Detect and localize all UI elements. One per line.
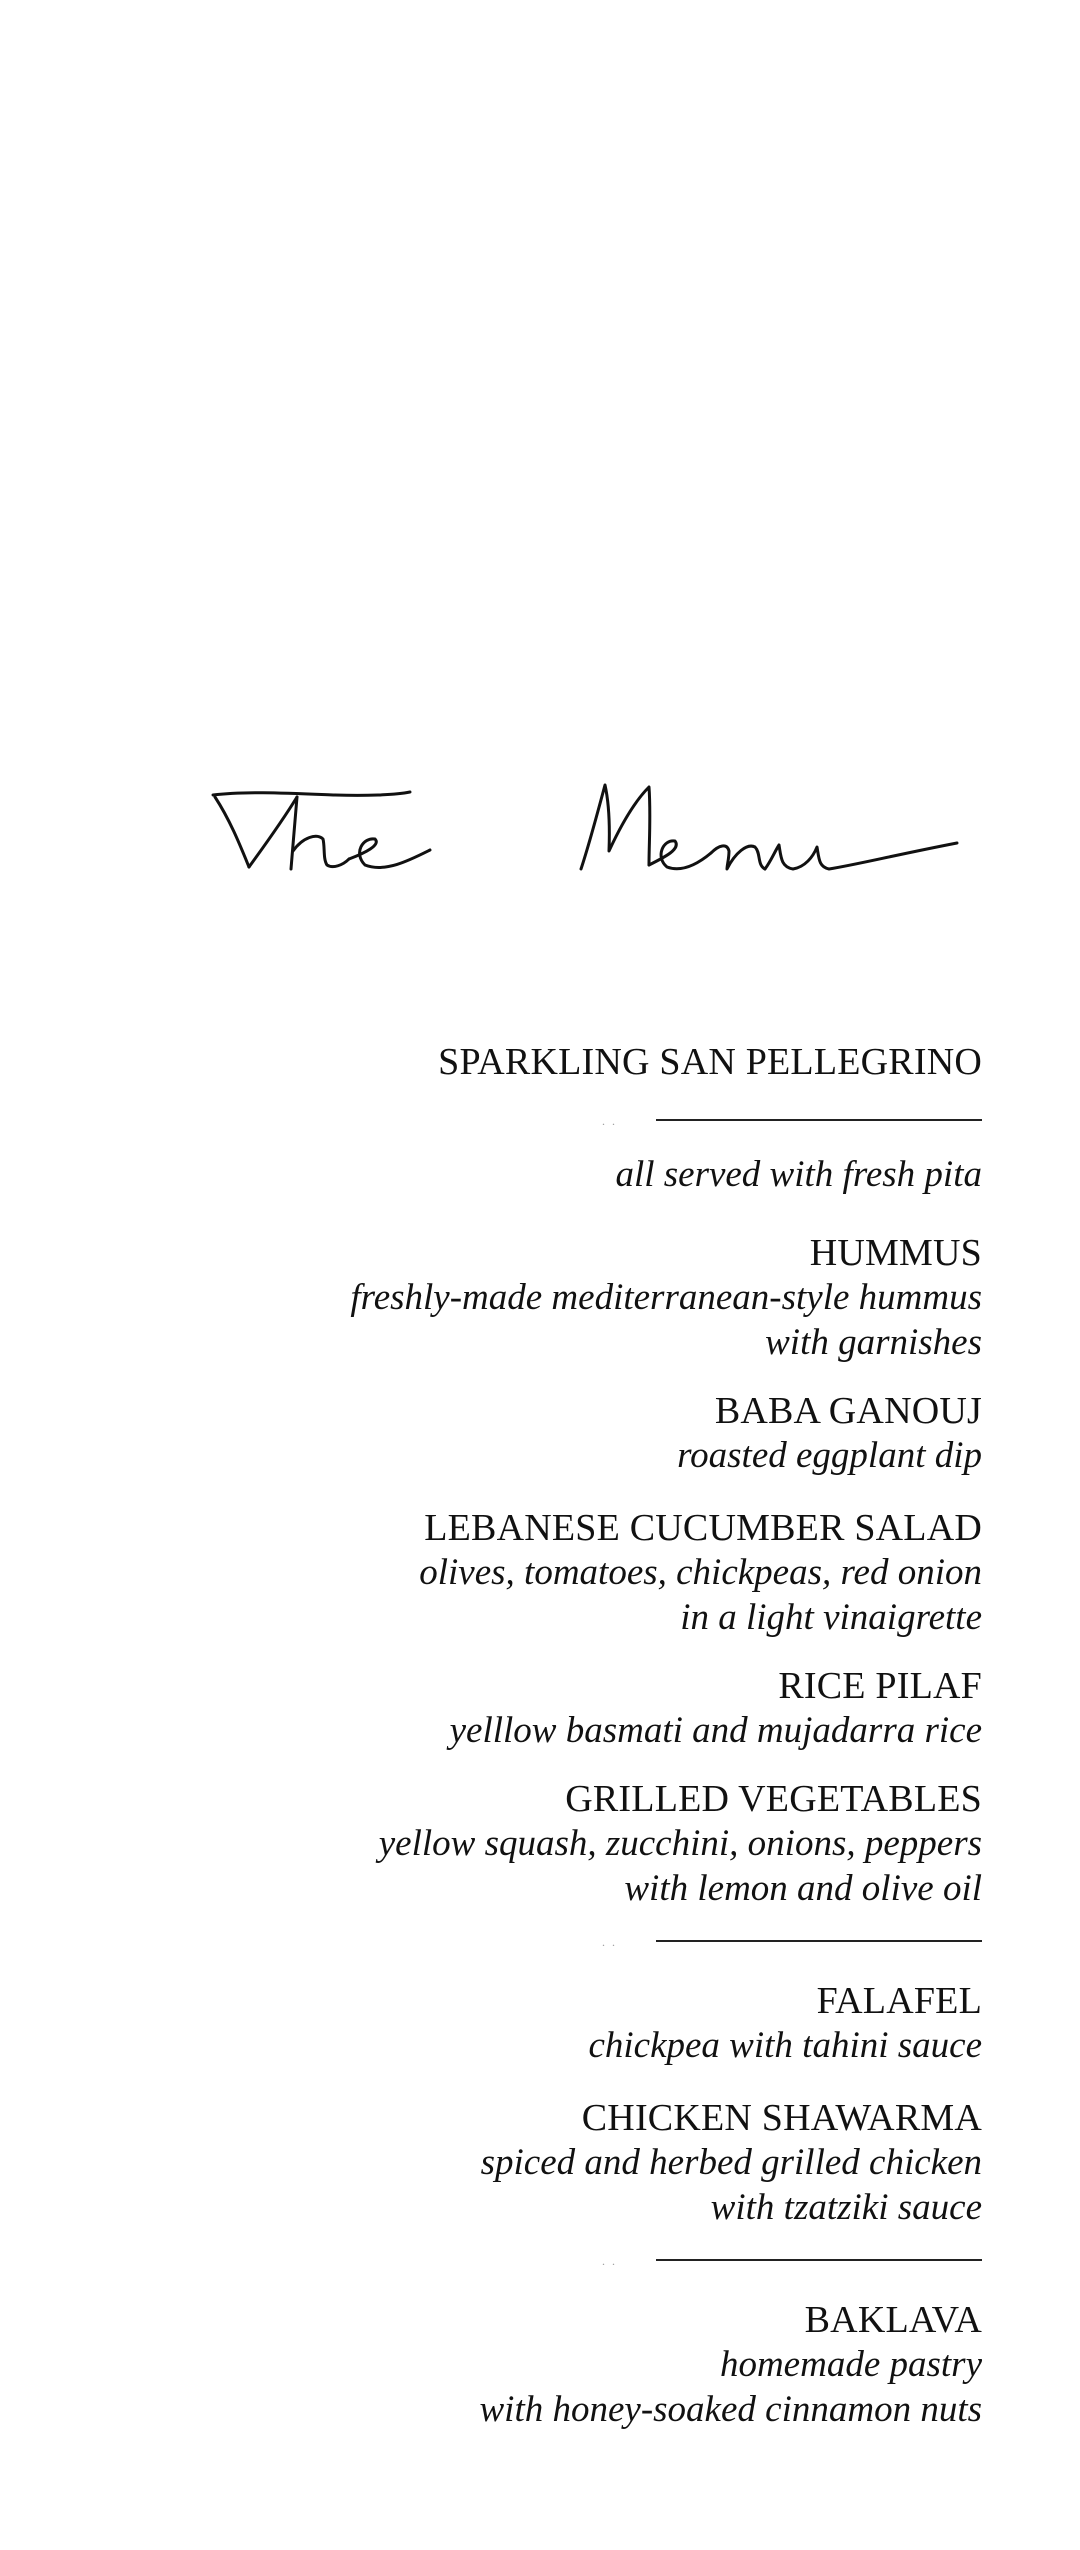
menu-item-desc: roasted eggplant dip bbox=[677, 1435, 982, 1476]
menu-item-desc: in a light vinaigrette bbox=[680, 1597, 982, 1638]
mezze-note: all served with fresh pita bbox=[615, 1154, 982, 1195]
menu-item-name: HUMMUS bbox=[809, 1232, 982, 1274]
menu-item-desc: freshly-made mediterranean-style hummus bbox=[350, 1277, 982, 1318]
menu-item-desc: yelllow basmati and mujadarra rice bbox=[449, 1710, 982, 1751]
menu-item bbox=[122, 2298, 982, 2432]
menu-title bbox=[205, 765, 1005, 885]
menu-item-desc: with tzatziki sauce bbox=[710, 2187, 982, 2228]
menu-item-desc: chickpea with tahini sauce bbox=[588, 2025, 982, 2066]
menu-item bbox=[122, 1389, 982, 1478]
menu-item bbox=[122, 1506, 982, 1640]
menu-item-name: RICE PILAF bbox=[778, 1665, 982, 1707]
section-divider: . . bbox=[602, 1118, 982, 1122]
menu-item-desc: with honey-soaked cinnamon nuts bbox=[479, 2389, 982, 2430]
menu-item bbox=[122, 1777, 982, 1911]
menu-item bbox=[122, 1231, 982, 1365]
menu-item-desc: spiced and herbed grilled chicken bbox=[480, 2142, 982, 2183]
menu-item bbox=[122, 2096, 982, 2230]
menu-item bbox=[122, 1979, 982, 2068]
menu-item bbox=[122, 1664, 982, 1753]
menu-item-name: BAKLAVA bbox=[804, 2299, 982, 2341]
menu-item-desc: homemade pastry bbox=[719, 2344, 982, 2385]
drink-item-name: SPARKLING SAN PELLEGRINO bbox=[438, 1041, 982, 1083]
section-divider: . . bbox=[602, 2258, 982, 2262]
menu-item-desc: with lemon and olive oil bbox=[624, 1868, 982, 1909]
menu-list bbox=[122, 1040, 982, 2432]
menu-item-name: CHICKEN SHAWARMA bbox=[581, 2097, 982, 2139]
menu-item-desc: with garnishes bbox=[765, 1322, 982, 1363]
section-divider: . . bbox=[602, 1939, 982, 1943]
menu-title-script bbox=[205, 765, 1005, 885]
menu-item-desc: olives, tomatoes, chickpeas, red onion bbox=[419, 1552, 982, 1593]
menu-item-name: BABA GANOUJ bbox=[714, 1390, 982, 1432]
menu-item-name: LEBANESE CUCUMBER SALAD bbox=[424, 1507, 982, 1549]
menu-item-name: FALAFEL bbox=[816, 1980, 982, 2022]
menu-item-desc: yellow squash, zucchini, onions, peppers bbox=[378, 1823, 982, 1864]
menu-item-name: GRILLED VEGETABLES bbox=[565, 1778, 982, 1820]
